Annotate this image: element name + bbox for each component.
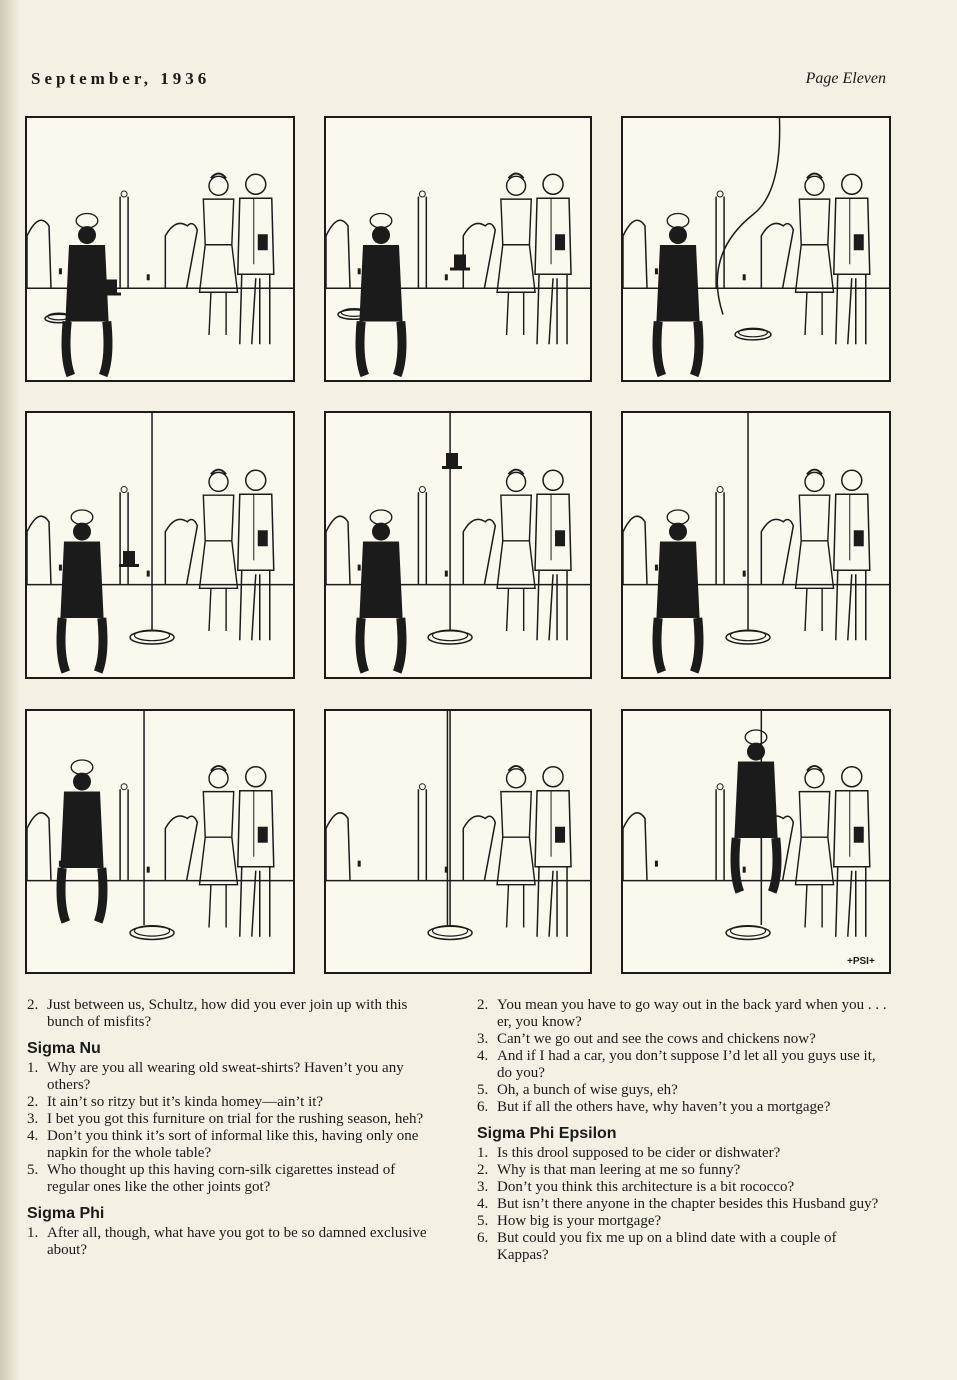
item-text: Is this drool supposed to be cider or dishwater? [497,1145,781,1161]
item-number: 4. [477,1196,489,1212]
item-number: 4. [477,1048,489,1064]
item-number: 1. [27,1225,39,1241]
item-number: 5. [477,1082,489,1098]
item-text: Oh, a bunch of wise guys, eh? [497,1082,678,1098]
item-text: I bet you got this furniture on trial for the rushing season, heh? [47,1111,424,1127]
comic-panel-drawing [623,118,889,380]
list-item [477,1031,889,1048]
item-text: Can’t we go out and see the cows and chickens now? [497,1031,816,1047]
item-text: After all, though, what have you got to be so damned exclusive about? [47,1225,427,1258]
artist-signature: +PSI+ [847,956,875,967]
comic-panel [25,116,295,382]
item-number: 6. [477,1230,489,1246]
left-text-column [27,997,437,1259]
list-item [27,1162,437,1196]
comic-panel [621,709,891,974]
comic-panel [324,709,592,974]
list-item [27,1060,437,1094]
page-number: Page Eleven [805,70,886,87]
item-text: How big is your mortgage? [497,1213,662,1229]
list-item [477,1230,889,1264]
comic-panel [621,116,891,382]
item-text: Don’t you think it’s sort of informal like this, having only one napkin for the whole table? [47,1128,419,1161]
comic-panel-drawing [623,711,889,972]
comic-panel-drawing [623,413,889,677]
list-item [477,997,889,1031]
section-title: Sigma Nu [27,1040,101,1057]
item-number: 1. [477,1145,489,1161]
section-title: Sigma Phi [27,1205,105,1222]
item-number: 3. [27,1111,39,1127]
item-text: Who thought up this having corn-silk cigarettes instead of regular ones like the other joints got? [47,1162,396,1195]
comic-panel-drawing [326,711,590,972]
item-number: 3. [477,1179,489,1195]
item-text: Just between us, Schultz, how did you ever join up with this bunch of misfits? [47,997,408,1030]
item-text: But if all the others have, why haven’t you a mortgage? [497,1099,831,1115]
list-item [27,1225,437,1259]
item-number: 2. [477,1162,489,1178]
item-text: Don’t you think this architecture is a bit rococco? [497,1179,795,1195]
list-item [27,1111,437,1128]
item-number: 4. [27,1128,39,1144]
item-text: You mean you have to go way out in the back yard when you . . . er, you know? [497,997,887,1030]
list-item [477,1196,889,1213]
item-text: Why is that man leering at me so funny? [497,1162,741,1178]
item-number: 2. [477,997,489,1013]
list-item [27,997,437,1031]
list-item [477,1145,889,1162]
item-text: And if I had a car, you don’t suppose I’d let all you guys use it, do you? [497,1048,876,1081]
item-number: 6. [477,1099,489,1115]
item-number: 3. [477,1031,489,1047]
list-item [477,1048,889,1082]
comic-panel-drawing [27,413,293,677]
list-item [477,1162,889,1179]
item-text: But isn’t there anyone in the chapter besides this Husband guy? [497,1196,879,1212]
item-number: 5. [27,1162,39,1178]
comic-panel-drawing [326,118,590,380]
item-number: 5. [477,1213,489,1229]
issue-date: September, 1936 [31,69,211,88]
list-item [27,1128,437,1162]
list-item [477,1082,889,1099]
item-number: 1. [27,1060,39,1076]
comic-panel [25,411,295,679]
item-text: But could you fix me up on a blind date with a couple of Kappas? [497,1230,837,1263]
item-number: 2. [27,997,39,1013]
comic-panel [621,411,891,679]
item-number: 2. [27,1094,39,1110]
comic-panel-drawing [326,413,590,677]
item-text: Why are you all wearing old sweat-shirts? Haven’t you any others? [47,1060,404,1093]
comic-panel [25,709,295,974]
comic-panel-drawing [27,118,293,380]
comic-panel [324,116,592,382]
comic-panel [324,411,592,679]
section-title: Sigma Phi Epsilon [477,1125,617,1142]
list-item [477,1179,889,1196]
page-binding-shadow [0,0,20,1380]
list-item [477,1099,889,1116]
list-item [27,1094,437,1111]
right-text-column [477,997,889,1264]
item-text: It ain’t so ritzy but it’s kinda homey—ain’t it? [47,1094,324,1110]
list-item [477,1213,889,1230]
comic-panel-drawing [27,711,293,972]
